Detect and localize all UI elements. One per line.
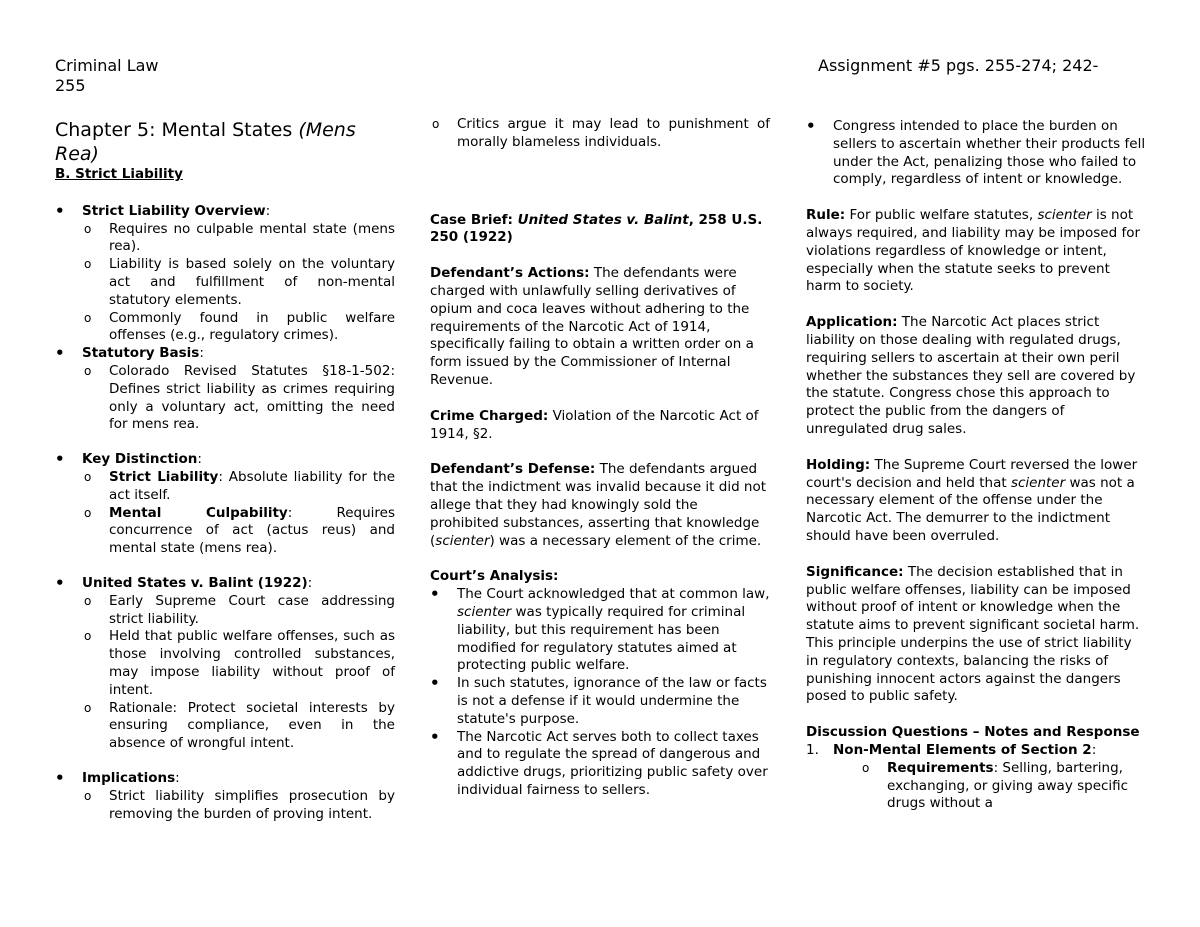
column-3 [806,118,1146,813]
list-item: o Requires no culpable mental state (mens rea). [82,221,395,257]
case-brief-title: Case Brief: United States v. Balint, 258 U.S. 250 (1922) [430,211,763,246]
crime-charged: Crime Charged: Violation of the Narcotic Act of 1914, §2. [430,407,759,442]
balint-sublist [82,593,395,753]
assignment-title: Assignment #5 pgs. 255-274; 242- [818,56,1099,75]
list-item: o Held that public welfare offenses, such as those involving controlled substances, may impose liability without proof of intent. [82,628,395,699]
implications-sublist [82,788,395,824]
overview-sublist [82,221,395,346]
course-title: Criminal Law [55,56,159,75]
distinction-list [55,451,395,558]
list-item: o Requirements: Selling, bartering, exchanging, or giving away specific drugs without a [860,760,1146,813]
implications-item: • Implications: o Strict liability simplifies prosecution by removing the burden of proving intent. [55,770,395,823]
distinction-item: • Key Distinction: o Strict Liability: Absolute liability for the act itself. o Mental Culpability: Requires concurrence of act (actus reus) and mental state (mens rea). [55,451,395,558]
column-1 [55,118,395,823]
list-item: o Early Supreme Court case addressing strict liability. [82,593,395,629]
discussion-heading: Discussion Questions – Notes and Response [806,724,1140,741]
list-item: • Congress intended to place the burden on sellers to ascertain whether their products fell under the Act, penalizing those who failed to comply, regardless of intent or knowledge. [806,118,1146,189]
list-item: o Critics argue it may lead to punishment of morally blameless individuals. [430,116,770,152]
list-item: o Mental Culpability: Requires concurrence of act (actus reus) and mental state (mens rea). [82,505,395,558]
section-heading: B. Strict Liability [55,166,183,182]
defendant-actions: Defendant’s Actions: The defendants were charged with unlawfully selling derivatives of opium and coca leaves without adhering to the requirements of the Narcotic Act of 1914, specifically failing to obtain a written order on a form issued by the Commissioner of Internal Revenue. [430,265,754,388]
congress-list [806,118,1146,189]
holding: Holding: The Supreme Court reversed the lower court's decision and held that scienter was not a necessary element of the offense under the Narcotic Act. The demurrer to the indictment should have been overruled. [806,456,1138,544]
list-item: • The Court acknowledged that at common law, scienter was typically required for criminal liability, but this requirement has been modified for regulatory statutes aimed at protecting public welfare. [430,586,770,675]
application: Application: The Narcotic Act places strict liability on those dealing with regulated drugs, requiring sellers to ascertain at their own peril whether the substances they sell are covered by the statute. Congress chose this approach to protect the public from the dangers of unregulated drug sales. [806,314,1136,437]
list-item: o Strict liability simplifies prosecution by removing the burden of proving intent. [82,788,395,824]
court-analysis-heading: Court’s Analysis: [430,568,559,585]
balint-list [55,575,395,753]
outline-list [55,203,395,434]
statutory-sublist [82,363,395,434]
list-item: • The Narcotic Act serves both to collect taxes and to regulate the spread of dangerous and addictive drugs, prioritizing public safety over individual fairness to sellers. [430,729,770,800]
list-item: 1. Non-Mental Elements of Section 2: o Requirements: Selling, bartering, exchanging, or giving away specific drugs without a [806,742,1146,813]
critics-list [430,116,770,152]
chapter-title: Chapter 5: Mental States (Mens Rea) [55,119,356,165]
distinction-sublist [82,469,395,558]
list-item: • In such statutes, ignorance of the law or facts is not a defense if it would undermine the statute's purpose. [430,675,770,728]
column-2 [430,116,770,800]
list-item: o Colorado Revised Statutes §18-1-502: Defines strict liability as crimes requiring only a voluntary act, omitting the need for mens rea. [82,363,395,434]
list-item: o Rationale: Protect societal interests by ensuring compliance, even in the absence of wrongful intent. [82,700,395,753]
list-item: o Commonly found in public welfare offenses (e.g., regulatory crimes). [82,310,395,346]
discussion-list [806,742,1146,813]
statutory-item: • Statutory Basis: o Colorado Revised Statutes §18-1-502: Defines strict liability as crimes requiring only a voluntary act, omitting the need for mens rea. [55,345,395,434]
list-item: o Strict Liability: Absolute liability for the act itself. [82,469,395,505]
overview-item: • Strict Liability Overview: o Requires no culpable mental state (mens rea). o Liability is based solely on the voluntary act and fulfillment of non-mental statutory elements. o Commonly found in public welfare offenses (e.g., regulatory crimes). [55,203,395,345]
defendant-defense: Defendant’s Defense: The defendants argued that the indictment was invalid because it did not allege that they had knowingly sold the prohibited substances, asserting that knowledge (scienter) was a necessary element of the crime. [430,461,767,549]
significance: Significance: The decision established that in public welfare offenses, liability can be imposed without proof of intent or knowledge when the statute aims to prevent significant societal harm. This principle underpins the use of strict liability in regulatory contexts, balancing the risks of punishing innocent actors against the dangers posed to public safety. [806,563,1140,705]
analysis-list [430,586,770,800]
page-number: 255 [55,76,86,95]
implications-list [55,770,395,823]
requirements-sublist [833,760,1146,813]
rule: Rule: For public welfare statutes, scienter is not always required, and liability may be imposed for violations regardless of knowledge or intent, especially when the statute seeks to prevent harm to society. [806,207,1141,295]
header-left [55,56,159,96]
balint-item: • United States v. Balint (1922): o Early Supreme Court case addressing strict liability. o Held that public welfare offenses, such as those involving controlled substances, may impose liability without proof of intent. o Rationale: Protect societal interests by ensuring compliance, even in the absence of wrongful intent. [55,575,395,753]
list-item: o Liability is based solely on the voluntary act and fulfillment of non-mental statutory elements. [82,256,395,309]
